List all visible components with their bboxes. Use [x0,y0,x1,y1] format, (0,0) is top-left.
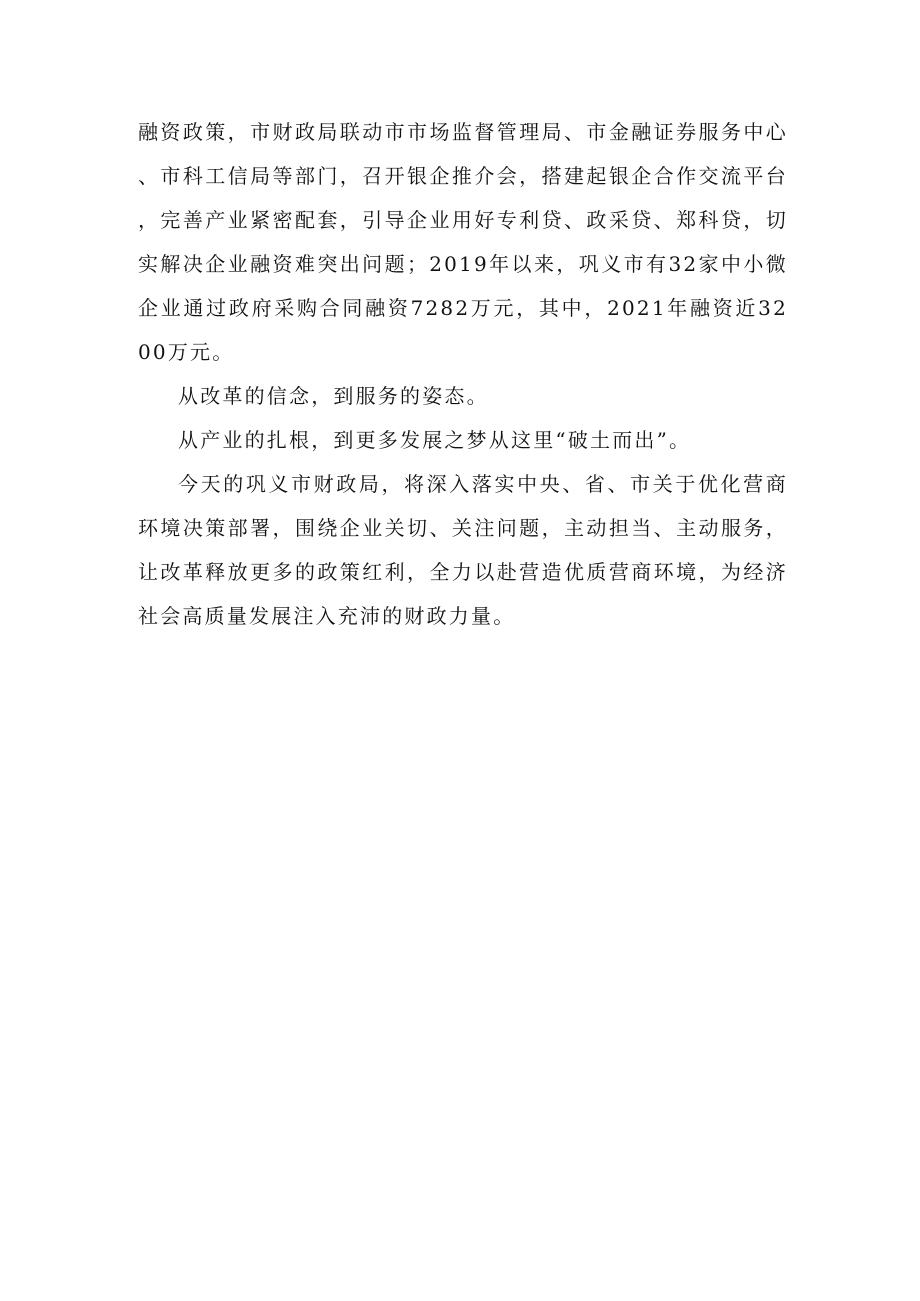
paragraph-industry-roots: 从产业的扎根，到更多发展之梦从这里“破土而出”。 [178,428,692,452]
paragraph-business-environment: 今天的巩义市财政局，将深入落实中央、省、市关于优化营商环境决策部署，围绕企业关切、关注问题，主动担当、主动服务，让改革释放更多的政策红利，全力以赴营造优质营商环境，为经济社会高质量发展注入充沛的财政力量。 [138,472,788,628]
paragraph-reform-belief: 从改革的信念，到服务的姿态。 [178,384,489,408]
document-body [138,110,788,638]
paragraph-financing-policy: 融资政策，市财政局联动市市场监督管理局、市金融证券服务中心、市科工信局等部门，召开银企推介会，搭建起银企合作交流平台，完善产业紧密配套，引导企业用好专利贷、政采贷、郑科贷，切实解决企业融资难突出问题；2019年以来，巩义市有32家中小微企业通过政府采购合同融资7282万元，其中，2021年融资近3200万元。 [138,120,788,364]
